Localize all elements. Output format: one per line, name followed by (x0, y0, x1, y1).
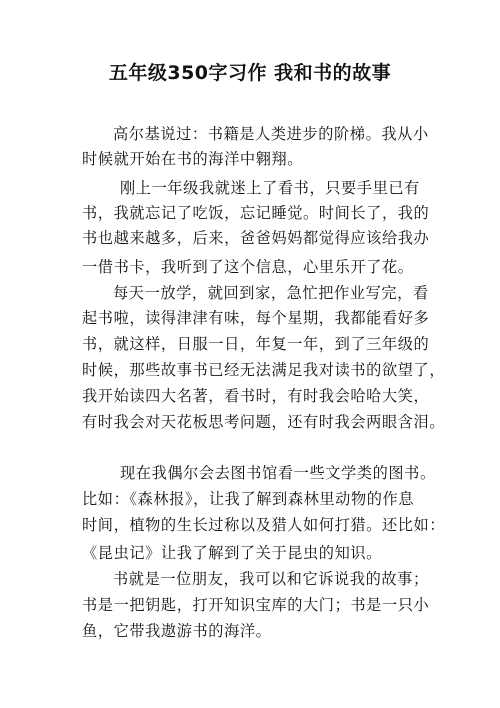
text-line: 书也越来越多，后来，爸爸妈妈都觉得应该给我办 (82, 229, 430, 247)
text-line: 书，就这样，日服一日，年复一年，到了三年级的 (82, 335, 430, 353)
text-line: 高尔基说过：书籍是人类进步的阶梯。我从小 (113, 125, 429, 143)
text-line: 一借书卡，我听到了这个信息，心里乐开了花。 (82, 258, 414, 276)
text-line: 有时我会对天花板思考问题，还有时我会两眼含泪。 (82, 413, 446, 431)
text-line: 时候，那些故事书已经无法满足我对读书的欲望了， (82, 361, 446, 379)
text-line: 书就是一位朋友，我可以和它诉说我的故事； (113, 570, 429, 588)
text-line: 鱼，它带我遨游书的海洋。 (82, 622, 272, 640)
text-line: 每天一放学，就回到家，急忙把作业写完，看 (113, 284, 429, 302)
text-line: 时间，植物的生长过称以及猎人如何打猎。还比如： (82, 516, 446, 534)
text-line: 书，我就忘记了吃饭，忘记睡觉。时间长了，我的 (82, 204, 430, 222)
text-line: 起书啦，读得津津有味，每个星期，我都能看好多 (82, 309, 430, 327)
text-line: 《昆虫记》让我了解到了关于昆虫的知识。 (82, 544, 382, 562)
text-line: 比如：《森林报》，让我了解到森林里动物的作息 (82, 490, 415, 508)
document-title: 五年级350字习作 我和书的故事 (108, 62, 392, 84)
text-line: 我开始读四大名著，看书时，有时我会哈哈大笑， (82, 387, 430, 405)
text-line: 书是一把钥匙，打开知识宝库的大门；书是一只小 (82, 596, 430, 614)
text-line: 刚上一年级我就迷上了看书，只要手里已有 (120, 179, 420, 197)
text-line: 现在我偶尔会去图书馆看一些文学类的图书。 (120, 464, 436, 482)
text-line: 时候就开始在书的海洋中翱翔。 (82, 150, 304, 168)
